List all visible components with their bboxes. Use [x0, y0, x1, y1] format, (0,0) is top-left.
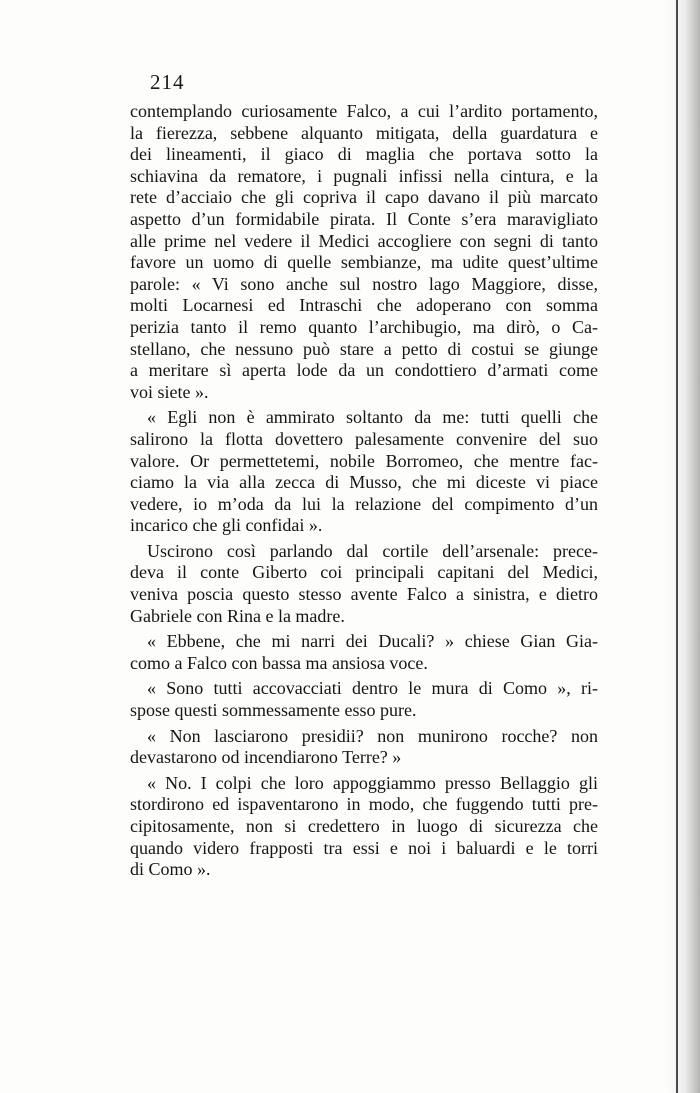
binding-edge — [676, 0, 678, 1093]
text-line: quando videro frapposti tra essi e noi i baluardi e le torri — [130, 837, 598, 858]
text-line: molti Locarnesi ed Intraschi che adoperano con somma — [130, 295, 598, 316]
text-line: voi siete ». — [130, 381, 209, 402]
body-text — [130, 101, 598, 881]
text-line: cipitosamente, non si credettero in luogo di sicurezza che — [130, 816, 598, 836]
text-line: parole: « Vi sono anche sul nostro lago Maggiore, disse, — [130, 273, 598, 294]
text-line: di Como ». — [130, 859, 211, 880]
text-line: la fierezza, sebbene alquanto mitigata, della guardatura e — [130, 122, 598, 143]
binding-shadow — [666, 0, 700, 1093]
page-number: 214 — [150, 70, 185, 94]
paragraph — [130, 631, 598, 674]
text-line: como a Falco con bassa ma ansiosa voce. — [130, 652, 428, 673]
text-line: « No. I colpi che loro appoggiammo presso Bellaggio gli — [147, 772, 598, 793]
text-line: spose questi sommessamente esso pure. — [130, 700, 417, 721]
text-line: ciamo la via alla zecca di Musso, che mi diceste vi piace — [130, 472, 598, 493]
text-line: « Ebbene, che mi narri dei Ducali? » chiese Gian Gia- — [147, 631, 598, 652]
paragraph — [130, 407, 598, 537]
text-line: a meritare sì aperta lode da un condottiero d’armati come — [130, 360, 598, 381]
text-line: deva il conte Giberto coi principali capitani del Medici, — [130, 562, 598, 583]
text-line: devastarono od incendiarono Terre? » — [130, 747, 402, 768]
paragraph — [130, 726, 598, 769]
text-line: alle prime nel vedere il Medici accogliere con segni di tanto — [130, 230, 598, 251]
text-line: veniva poscia questo stesso avente Falco a sinistra, e dietro — [130, 584, 598, 605]
text-line: salirono la flotta dovettero palesamente convenire del suo — [130, 428, 598, 449]
text-line: dei lineamenti, il giaco di maglia che portava sotto la — [130, 144, 598, 165]
text-line: valore. Or permettetemi, nobile Borromeo, che mentre fac- — [130, 450, 598, 471]
text-line: « Egli non è ammirato soltanto da me: tutti quelli che — [147, 407, 598, 428]
text-line: aspetto d’un formidabile pirata. Il Conte s’era maravigliato — [130, 208, 598, 229]
paragraph — [130, 678, 598, 721]
text-line: contemplando curiosamente Falco, a cui l’ardito portamento, — [130, 101, 598, 121]
text-line: perizia tanto il remo quanto l’archibugio, ma dirò, o Ca- — [130, 316, 598, 337]
text-line: stordirono ed ispaventarono in modo, che fuggendo tutti pre- — [130, 794, 598, 815]
paragraph — [130, 773, 598, 881]
text-line: incarico che gli confidai ». — [130, 515, 323, 536]
text-line: « Sono tutti accovacciati dentro le mura di Como », ri- — [147, 678, 598, 699]
paragraph — [130, 541, 598, 627]
text-line: « Non lasciarono presidii? non munirono rocche? non — [147, 725, 598, 746]
text-line: vedere, io m’oda da lui la relazione del compimento d’un — [130, 493, 598, 514]
text-line: Gabriele con Rina e la madre. — [130, 605, 345, 626]
text-line: stellano, che nessuno può stare a petto di costui se giunge — [130, 338, 598, 359]
paragraph — [130, 101, 598, 403]
text-line: Uscirono così parlando dal cortile dell’arsenale: prece- — [147, 540, 598, 561]
text-line: schiavina da rematore, i pugnali infissi nella cintura, e la — [130, 165, 598, 186]
text-line: favore un uomo di quelle sembianze, ma udite quest’ultime — [130, 252, 598, 273]
text-line: rete d’acciaio che gli copriva il capo davano il più marcato — [130, 187, 598, 208]
